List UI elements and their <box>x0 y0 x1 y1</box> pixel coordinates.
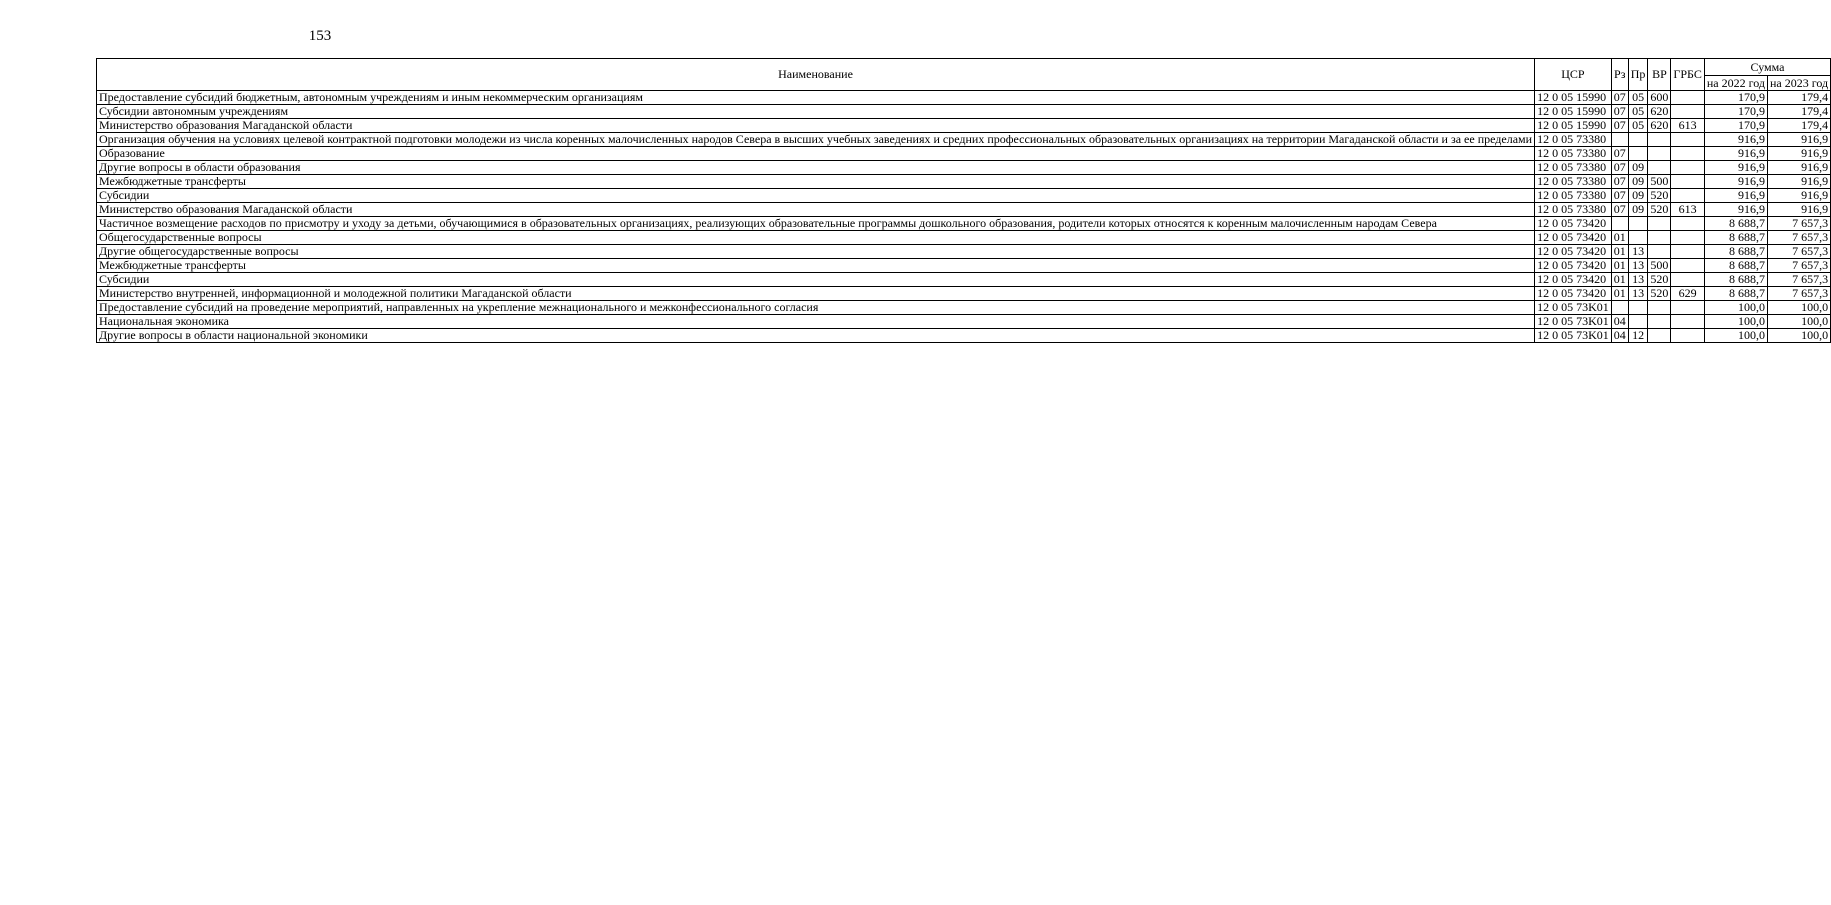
cell-name: Другие общегосударственные вопросы <box>97 245 1535 259</box>
cell-vr <box>1648 231 1671 245</box>
cell-grbs <box>1671 315 1704 329</box>
cell-2023: 7 657,3 <box>1767 287 1830 301</box>
table-row <box>97 105 1831 119</box>
cell-2022: 916,9 <box>1704 133 1767 147</box>
cell-2023: 916,9 <box>1767 189 1830 203</box>
cell-pr: 05 <box>1628 105 1648 119</box>
cell-grbs <box>1671 189 1704 203</box>
cell-csr: 12 0 05 73420 <box>1535 259 1612 273</box>
cell-name: Межбюджетные трансферты <box>97 175 1535 189</box>
cell-2022: 100,0 <box>1704 329 1767 343</box>
cell-vr: 620 <box>1648 105 1671 119</box>
cell-2023: 100,0 <box>1767 315 1830 329</box>
cell-rz: 07 <box>1611 91 1628 105</box>
cell-vr <box>1648 329 1671 343</box>
cell-pr <box>1628 301 1648 315</box>
cell-name: Министерство внутренней, информационной и молодежной политики Магаданской области <box>97 287 1535 301</box>
cell-name: Субсидии <box>97 189 1535 203</box>
cell-2022: 170,9 <box>1704 91 1767 105</box>
cell-rz: 07 <box>1611 119 1628 133</box>
cell-2022: 8 688,7 <box>1704 259 1767 273</box>
table-row <box>97 273 1831 287</box>
cell-2022: 8 688,7 <box>1704 231 1767 245</box>
cell-rz: 04 <box>1611 329 1628 343</box>
cell-grbs <box>1671 231 1704 245</box>
cell-2023: 7 657,3 <box>1767 273 1830 287</box>
cell-name: Предоставление субсидий на проведение мероприятий, направленных на укрепление межнационального и межконфессионального согласия <box>97 301 1535 315</box>
header-sum: Сумма <box>1704 59 1830 76</box>
cell-vr: 520 <box>1648 189 1671 203</box>
cell-rz: 07 <box>1611 175 1628 189</box>
cell-2023: 916,9 <box>1767 203 1830 217</box>
cell-vr: 620 <box>1648 119 1671 133</box>
cell-name: Частичное возмещение расходов по присмотру и уходу за детьми, обучающимися в образовательных организациях, реализующих образовательные программы дошкольного образования, родители которых относятся к коренным малочисленным народам Севера <box>97 217 1535 231</box>
cell-grbs <box>1671 217 1704 231</box>
cell-csr: 12 0 05 73380 <box>1535 133 1612 147</box>
cell-rz: 01 <box>1611 259 1628 273</box>
cell-vr: 520 <box>1648 203 1671 217</box>
cell-vr <box>1648 315 1671 329</box>
cell-2023: 7 657,3 <box>1767 217 1830 231</box>
cell-name: Министерство образования Магаданской области <box>97 119 1535 133</box>
header-name: Наименование <box>97 59 1535 91</box>
cell-grbs <box>1671 273 1704 287</box>
cell-vr <box>1648 217 1671 231</box>
table-row <box>97 161 1831 175</box>
cell-name: Министерство образования Магаданской области <box>97 203 1535 217</box>
cell-vr <box>1648 301 1671 315</box>
cell-2022: 8 688,7 <box>1704 245 1767 259</box>
cell-csr: 12 0 05 73380 <box>1535 147 1612 161</box>
cell-name: Другие вопросы в области национальной экономики <box>97 329 1535 343</box>
cell-csr: 12 0 05 73380 <box>1535 175 1612 189</box>
header-vr: ВР <box>1648 59 1671 91</box>
cell-vr: 500 <box>1648 259 1671 273</box>
header-2022: на 2022 год <box>1704 76 1767 91</box>
cell-rz <box>1611 217 1628 231</box>
cell-2023: 179,4 <box>1767 119 1830 133</box>
cell-grbs <box>1671 161 1704 175</box>
cell-grbs <box>1671 105 1704 119</box>
cell-grbs <box>1671 91 1704 105</box>
header-rz: Рз <box>1611 59 1628 91</box>
header-2023: на 2023 год <box>1767 76 1830 91</box>
cell-name: Субсидии автономным учреждениям <box>97 105 1535 119</box>
cell-rz: 07 <box>1611 147 1628 161</box>
cell-pr: 13 <box>1628 273 1648 287</box>
cell-csr: 12 0 05 73K01 <box>1535 301 1612 315</box>
cell-csr: 12 0 05 73380 <box>1535 161 1612 175</box>
cell-pr <box>1628 231 1648 245</box>
table-row <box>97 189 1831 203</box>
cell-name: Субсидии <box>97 273 1535 287</box>
cell-csr: 12 0 05 73K01 <box>1535 315 1612 329</box>
cell-csr: 12 0 05 73420 <box>1535 287 1612 301</box>
cell-pr <box>1628 217 1648 231</box>
cell-rz: 01 <box>1611 245 1628 259</box>
cell-rz <box>1611 301 1628 315</box>
table-row <box>97 301 1831 315</box>
cell-2022: 100,0 <box>1704 315 1767 329</box>
cell-pr: 13 <box>1628 287 1648 301</box>
cell-rz <box>1611 133 1628 147</box>
table-row <box>97 315 1831 329</box>
cell-grbs: 613 <box>1671 203 1704 217</box>
header-grbs: ГРБС <box>1671 59 1704 91</box>
cell-2022: 8 688,7 <box>1704 273 1767 287</box>
cell-name: Предоставление субсидий бюджетным, автономным учреждениям и иным некоммерческим организациям <box>97 91 1535 105</box>
table-row <box>97 259 1831 273</box>
cell-2023: 100,0 <box>1767 301 1830 315</box>
cell-rz: 07 <box>1611 105 1628 119</box>
cell-2023: 7 657,3 <box>1767 245 1830 259</box>
cell-name: Межбюджетные трансферты <box>97 259 1535 273</box>
cell-csr: 12 0 05 73380 <box>1535 203 1612 217</box>
table-row <box>97 245 1831 259</box>
cell-grbs: 629 <box>1671 287 1704 301</box>
cell-vr <box>1648 133 1671 147</box>
cell-vr <box>1648 245 1671 259</box>
cell-pr <box>1628 133 1648 147</box>
table-row <box>97 119 1831 133</box>
cell-csr: 12 0 05 15990 <box>1535 105 1612 119</box>
cell-rz: 01 <box>1611 287 1628 301</box>
table-row <box>97 91 1831 105</box>
cell-pr: 05 <box>1628 91 1648 105</box>
cell-pr: 09 <box>1628 203 1648 217</box>
table-row <box>97 133 1831 147</box>
cell-name: Организация обучения на условиях целевой контрактной подготовки молодежи из числа коренных малочисленных народов Севера в высших учебных заведениях и средних профессиональных образовательных организациях на территории Магаданской области и за ее пределами <box>97 133 1535 147</box>
cell-grbs <box>1671 245 1704 259</box>
cell-csr: 12 0 05 73420 <box>1535 217 1612 231</box>
cell-2023: 916,9 <box>1767 161 1830 175</box>
cell-grbs <box>1671 147 1704 161</box>
cell-vr: 600 <box>1648 91 1671 105</box>
cell-2022: 100,0 <box>1704 301 1767 315</box>
cell-2023: 7 657,3 <box>1767 259 1830 273</box>
cell-grbs <box>1671 329 1704 343</box>
cell-2022: 916,9 <box>1704 175 1767 189</box>
cell-2022: 916,9 <box>1704 161 1767 175</box>
cell-rz: 01 <box>1611 273 1628 287</box>
cell-grbs <box>1671 133 1704 147</box>
header-row <box>97 59 1831 76</box>
cell-pr: 12 <box>1628 329 1648 343</box>
cell-pr <box>1628 147 1648 161</box>
cell-rz: 04 <box>1611 315 1628 329</box>
cell-vr: 520 <box>1648 287 1671 301</box>
cell-grbs <box>1671 175 1704 189</box>
cell-vr: 520 <box>1648 273 1671 287</box>
cell-pr: 05 <box>1628 119 1648 133</box>
cell-csr: 12 0 05 15990 <box>1535 91 1612 105</box>
cell-csr: 12 0 05 73420 <box>1535 231 1612 245</box>
header-pr: Пр <box>1628 59 1648 91</box>
cell-vr <box>1648 147 1671 161</box>
cell-2022: 916,9 <box>1704 203 1767 217</box>
cell-2022: 8 688,7 <box>1704 287 1767 301</box>
cell-2022: 916,9 <box>1704 147 1767 161</box>
table-row <box>97 203 1831 217</box>
cell-name: Образование <box>97 147 1535 161</box>
cell-vr <box>1648 161 1671 175</box>
budget-table <box>96 58 1831 343</box>
table-row <box>97 329 1831 343</box>
cell-csr: 12 0 05 73K01 <box>1535 329 1612 343</box>
cell-2022: 170,9 <box>1704 119 1767 133</box>
cell-pr: 09 <box>1628 161 1648 175</box>
table-row <box>97 287 1831 301</box>
cell-pr: 13 <box>1628 245 1648 259</box>
cell-name: Другие вопросы в области образования <box>97 161 1535 175</box>
header-csr: ЦСР <box>1535 59 1612 91</box>
cell-2023: 179,4 <box>1767 91 1830 105</box>
cell-csr: 12 0 05 73380 <box>1535 189 1612 203</box>
cell-pr: 09 <box>1628 189 1648 203</box>
cell-pr: 13 <box>1628 259 1648 273</box>
cell-2022: 170,9 <box>1704 105 1767 119</box>
cell-vr: 500 <box>1648 175 1671 189</box>
cell-2023: 179,4 <box>1767 105 1830 119</box>
cell-2023: 7 657,3 <box>1767 231 1830 245</box>
cell-2023: 100,0 <box>1767 329 1830 343</box>
cell-2022: 916,9 <box>1704 189 1767 203</box>
cell-rz: 01 <box>1611 231 1628 245</box>
cell-grbs <box>1671 301 1704 315</box>
table-body <box>97 91 1831 343</box>
cell-grbs: 613 <box>1671 119 1704 133</box>
cell-rz: 07 <box>1611 203 1628 217</box>
cell-2023: 916,9 <box>1767 175 1830 189</box>
cell-rz: 07 <box>1611 189 1628 203</box>
cell-csr: 12 0 05 73420 <box>1535 245 1612 259</box>
cell-2023: 916,9 <box>1767 147 1830 161</box>
cell-grbs <box>1671 259 1704 273</box>
page-number: 153 <box>308 28 332 44</box>
cell-2023: 916,9 <box>1767 133 1830 147</box>
table-row <box>97 147 1831 161</box>
cell-pr <box>1628 315 1648 329</box>
table-row <box>97 217 1831 231</box>
table-row <box>97 231 1831 245</box>
cell-csr: 12 0 05 15990 <box>1535 119 1612 133</box>
cell-rz: 07 <box>1611 161 1628 175</box>
cell-pr: 09 <box>1628 175 1648 189</box>
cell-name: Национальная экономика <box>97 315 1535 329</box>
table-row <box>97 175 1831 189</box>
cell-name: Общегосударственные вопросы <box>97 231 1535 245</box>
cell-csr: 12 0 05 73420 <box>1535 273 1612 287</box>
cell-2022: 8 688,7 <box>1704 217 1767 231</box>
